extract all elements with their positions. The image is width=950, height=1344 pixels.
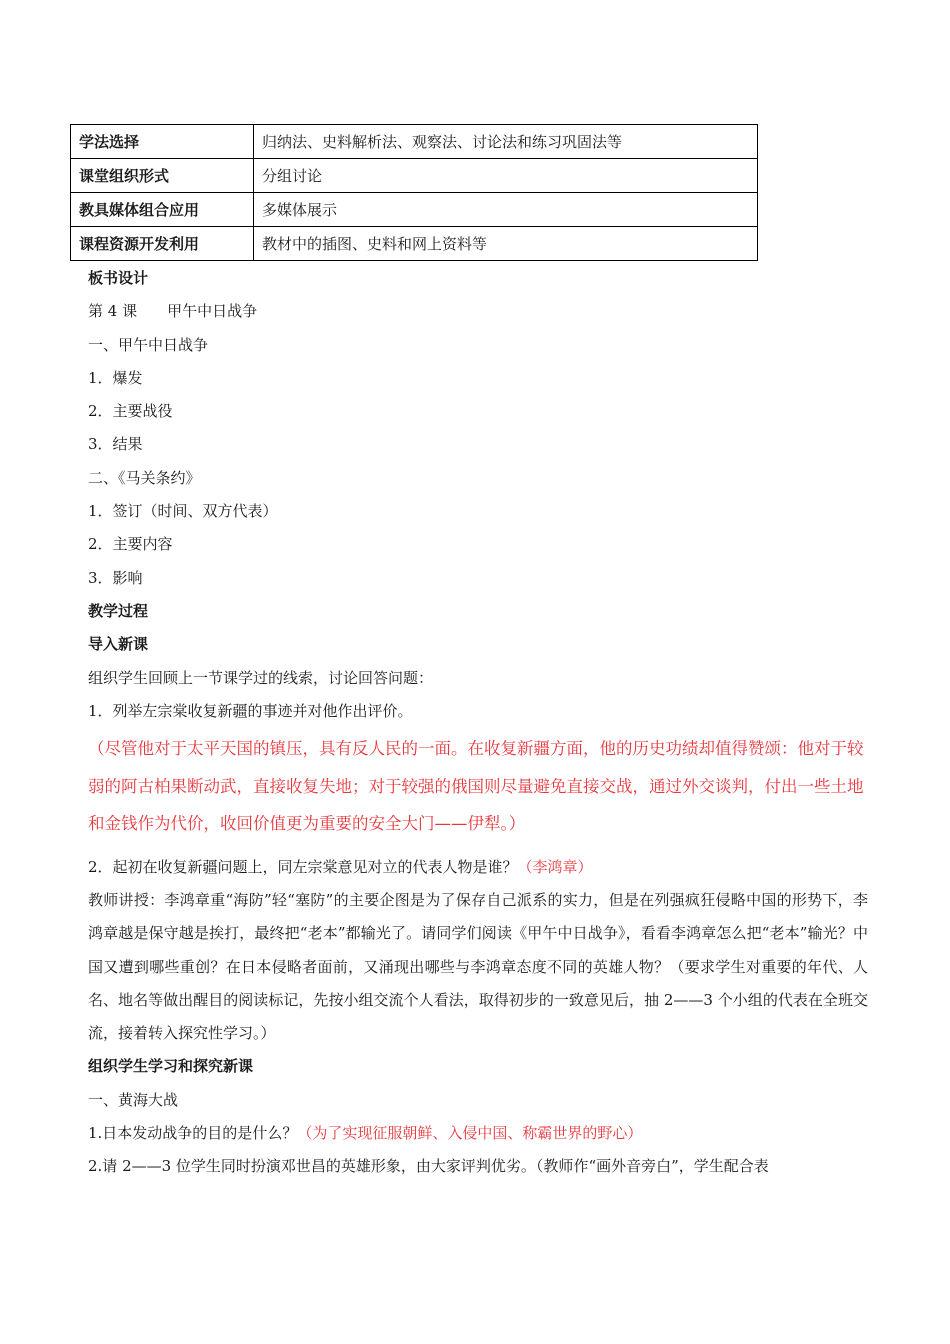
table-row xyxy=(71,227,758,261)
table-value: 多媒体展示 xyxy=(254,193,758,227)
study-question-1 xyxy=(88,1117,868,1150)
table-row xyxy=(71,125,758,159)
table-row xyxy=(71,193,758,227)
study-question-1-text: 1.日本发动战争的目的是什么？ xyxy=(88,1124,298,1143)
teacher-text: 教师讲授：李鸿章重“海防”轻“塞防”的主要企图是为了保存自己派系的实力，但是在列强疯狂侵略中国的形势下，李鸿章越是保守越是挨打，最终把“老本”都输光了。请同学们阅读《甲午中日战争》，看看李鸿章怎么把“老本”输光？中国又遭到哪些重创？在日本侵略者面前，又涌现出哪些与李鸿章态度不同的英雄人物？（要求学生对重要的年代、人名、地名等做出醒目的阅读标记，先按小组交流个人看法，取得初步的一致意见后，抽 2——3 个小组的代表在全班交流，接着转入探究性学习。） xyxy=(88,890,868,1043)
table-row xyxy=(71,159,758,193)
table-label: 学法选择 xyxy=(71,125,254,159)
study-answer-1: （为了实现征服朝鲜、入侵中国、称霸世界的野心） xyxy=(297,1124,643,1143)
intro-text: 组织学生回顾上一节课学过的线索，讨论回答问题： xyxy=(88,668,434,687)
board-item: 1．签订（时间、双方代表） xyxy=(88,502,278,521)
process-heading: 教学过程 xyxy=(88,601,149,620)
lesson-title: 第 4 课 甲午中日战争 xyxy=(88,302,258,321)
document-body xyxy=(88,262,868,1184)
board-item: 2．主要战役 xyxy=(88,402,173,421)
question-1: 1．列举左宗棠收复新疆的事迹并对他作出评价。 xyxy=(88,701,413,720)
answer-2: （李鸿章） xyxy=(517,857,593,876)
board-section-2: 二、《马关条约》 xyxy=(88,468,201,487)
intro-heading: 导入新课 xyxy=(88,635,149,654)
table-label: 教具媒体组合应用 xyxy=(71,193,254,227)
table-value: 教材中的插图、史料和网上资料等 xyxy=(254,227,758,261)
board-section-1: 一、甲午中日战争 xyxy=(88,335,209,354)
question-2-text: 2．起初在收复新疆问题上，同左宗棠意见对立的代表人物是谁？ xyxy=(88,857,518,876)
board-heading: 板书设计 xyxy=(88,269,149,287)
table-label: 课堂组织形式 xyxy=(71,159,254,193)
board-item: 2．主要内容 xyxy=(88,535,173,554)
method-table xyxy=(70,124,758,261)
board-item: 3．结果 xyxy=(88,435,143,454)
subsection-1: 一、黄海大战 xyxy=(88,1090,179,1109)
answer-1: （尽管他对于太平天国的镇压，具有反人民的一面。在收复新疆方面，他的历史功绩却值得赞颂：他对于较弱的阿古柏果断动武，直接收复失地；对于较强的俄国则尽量避免直接交战，通过外交谈判，付出一些土地和金钱作为代价，收回价值更为重要的安全大门——伊犁。） xyxy=(88,739,864,834)
board-item: 3．影响 xyxy=(88,568,143,587)
board-item: 1．爆发 xyxy=(88,368,143,387)
table-value: 归纳法、史料解析法、观察法、讨论法和练习巩固法等 xyxy=(254,125,758,159)
question-2 xyxy=(88,851,868,884)
study-question-2: 2.请 2——3 位学生同时扮演邓世昌的英雄形象，由大家评判优劣。（教师作“画外音旁白”，学生配合表 xyxy=(88,1157,769,1176)
study-heading: 组织学生学习和探究新课 xyxy=(88,1057,254,1076)
table-label: 课程资源开发利用 xyxy=(71,227,254,261)
table-value: 分组讨论 xyxy=(254,159,758,193)
